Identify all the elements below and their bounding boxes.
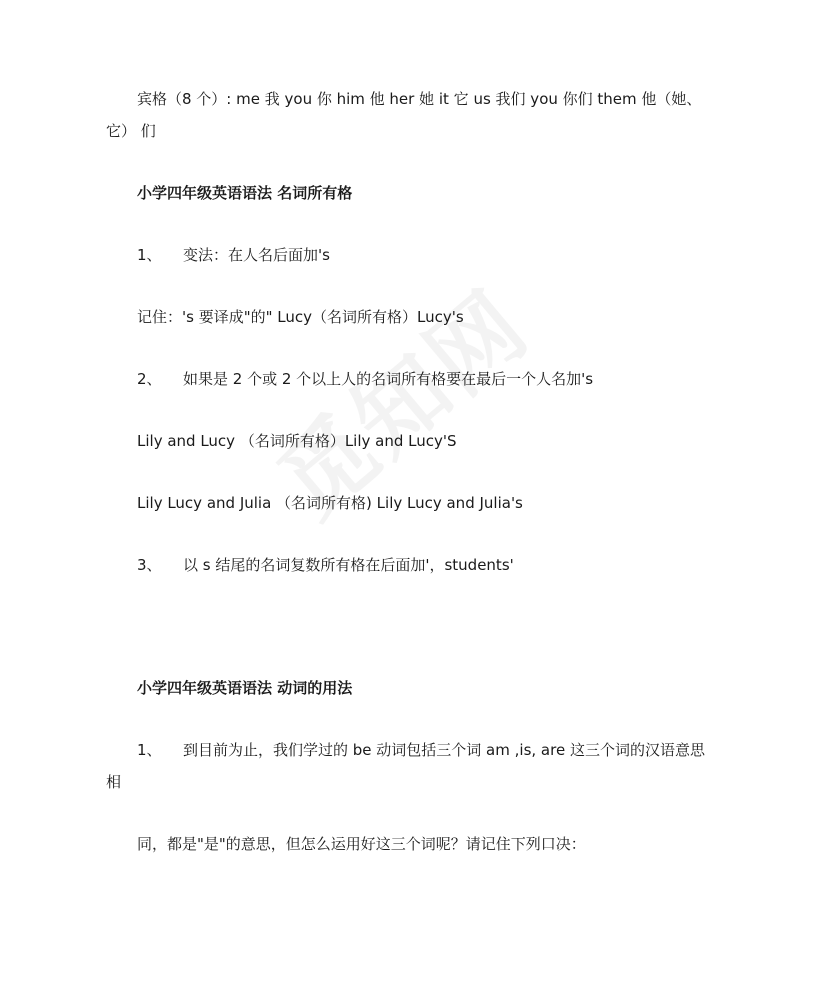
- rule-text: 如果是 2 个或 2 个以上人的名词所有格要在最后一个人名加's: [183, 370, 594, 388]
- pronoun-objective-line-1: 宾格（8 个）: me 我 you 你 him 他 her 她 it 它 us 我们 you 你们 them 他（她、: [137, 90, 702, 108]
- pronoun-objective-line-2: 它） 们: [106, 122, 156, 140]
- rule-number: 1、: [137, 246, 162, 264]
- section-heading-verbs: 小学四年级英语语法 动词的用法: [137, 679, 353, 697]
- verb-rule-1-line-1: [137, 740, 705, 760]
- possessive-rule-3: [137, 555, 514, 575]
- possessive-example-2: Lily Lucy and Julia （名词所有格) Lily Lucy and Julia's: [137, 494, 523, 512]
- verb-rule-1-line-3: 同，都是"是"的意思，但怎么运用好这三个词呢？请记住下列口决：: [137, 835, 586, 853]
- rule-number: 2、: [137, 370, 162, 388]
- possessive-example-1: Lily and Lucy （名词所有格）Lily and Lucy'S: [137, 432, 457, 450]
- rule-number: 3、: [137, 556, 162, 574]
- rule-text: 变法：在人名后面加's: [183, 246, 330, 264]
- possessive-rule-2: [137, 369, 593, 389]
- verb-rule-1-line-2: 相: [106, 773, 122, 791]
- possessive-note: 记住：'s 要译成"的" Lucy（名词所有格）Lucy's: [137, 308, 464, 326]
- possessive-rule-1: [137, 245, 330, 265]
- rule-text: 到目前为止，我们学过的 be 动词包括三个词 am ,is, are 这三个词的汉语意思: [183, 741, 705, 759]
- section-heading-possessive: 小学四年级英语语法 名词所有格: [137, 184, 353, 202]
- rule-text: 以 s 结尾的名词复数所有格在后面加'，students': [183, 556, 514, 574]
- rule-number: 1、: [137, 741, 162, 759]
- watermark: [247, 248, 554, 533]
